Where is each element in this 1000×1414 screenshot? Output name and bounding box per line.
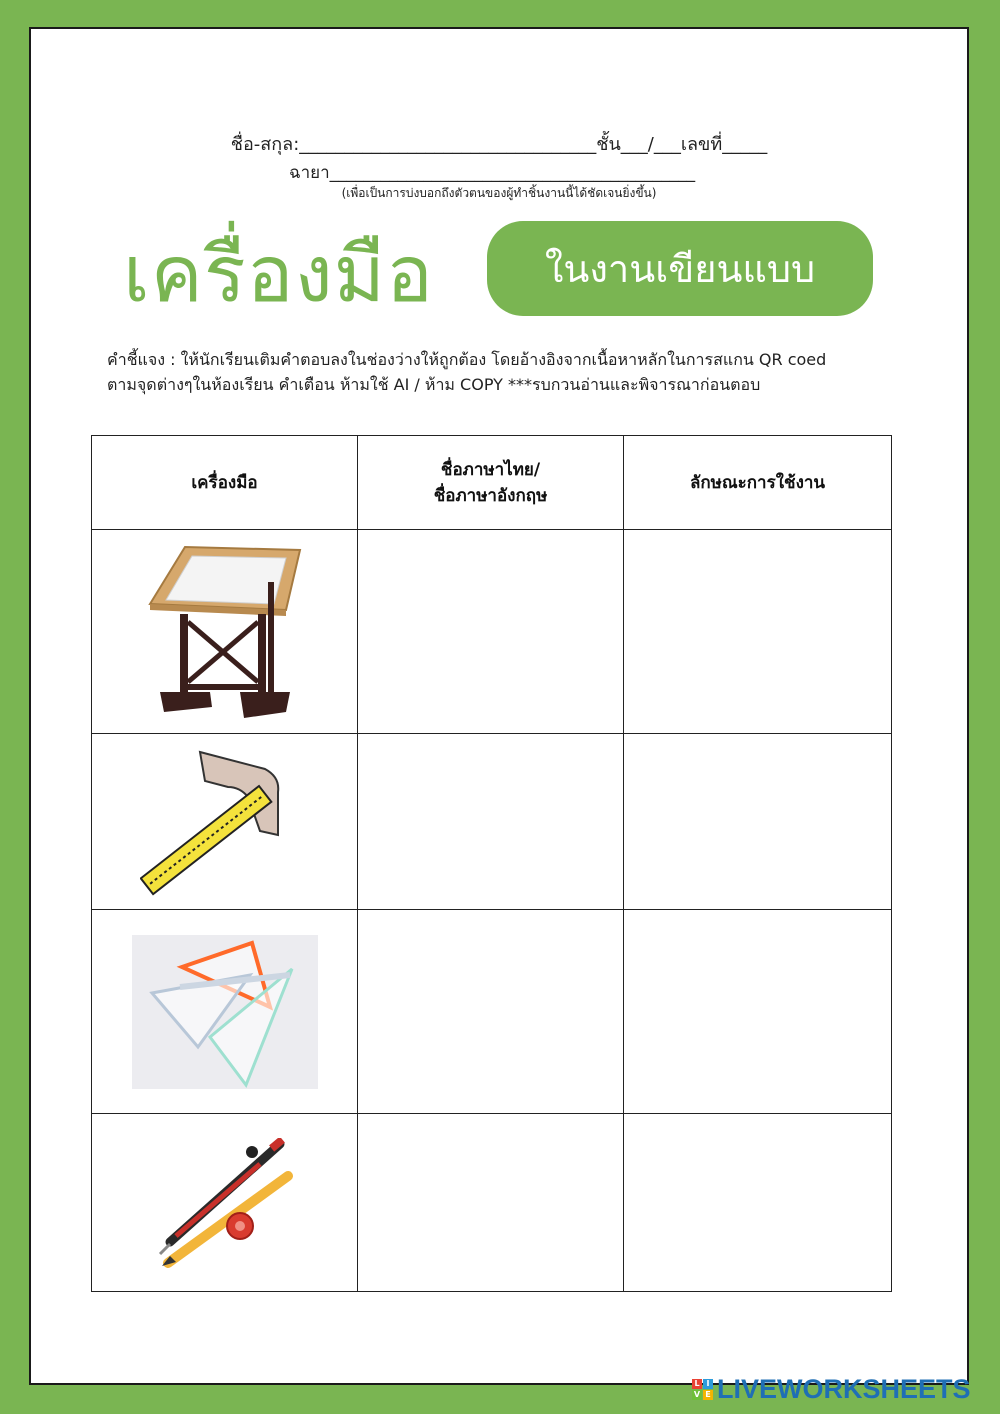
t-square-icon (140, 747, 310, 897)
header-name-english: ชื่อภาษาอังกฤษ (433, 485, 548, 506)
usage-answer-cell[interactable] (624, 910, 892, 1114)
compass-icon (140, 1138, 310, 1268)
answer-table (91, 435, 892, 1292)
header-name (358, 436, 624, 530)
tool-image-cell (92, 530, 358, 734)
usage-answer-cell[interactable] (624, 734, 892, 910)
drafting-table-icon (140, 542, 310, 722)
name-answer-cell[interactable] (358, 1114, 624, 1292)
name-answer-cell[interactable] (358, 734, 624, 910)
instructions (107, 347, 907, 397)
tool-image-cell (92, 910, 358, 1114)
worksheet-page (29, 27, 969, 1385)
tool-image-cell (92, 734, 358, 910)
title-subtitle-pill: ในงานเขียนแบบ (487, 221, 873, 316)
nickname-line[interactable]: ฉายา___________________________________________ (289, 163, 696, 183)
instructions-line-2: ตามจุดต่างๆในห้องเรียน คำเตือน ห้ามใช้ AI / ห้าม COPY ***รบกวนอ่านและพิจารณาก่อนตอบ (107, 375, 761, 394)
header-tool: เครื่องมือ (92, 436, 358, 530)
usage-answer-cell[interactable] (624, 530, 892, 734)
student-name-line[interactable]: ชื่อ-สกุล:_________________________________ชั้น___/___เลขที่_____ (230, 134, 768, 155)
logo-letter: V (693, 1389, 701, 1399)
page-title: เครื่องมือ (123, 230, 434, 320)
watermark-text: LIVEWORKSHEETS (717, 1373, 971, 1404)
logo-letter: I (703, 1379, 713, 1389)
header-usage: ลักษณะการใช้งาน (624, 436, 892, 530)
name-answer-cell[interactable] (358, 910, 624, 1114)
table-row (92, 530, 892, 734)
logo-letter: L (692, 1379, 702, 1389)
identity-note: (เพื่อเป็นการบ่งบอกถึงตัวตนของผู้ทำชิ้นงานนี้ได้ชัดเจนยิ่งขึ้น) (341, 186, 657, 200)
set-squares-icon (132, 935, 318, 1089)
header-name-thai: ชื่อภาษาไทย/ (440, 459, 541, 480)
instructions-line-1: คำชี้แจง : ให้นักเรียนเติมคำตอบลงในช่องว่างให้ถูกต้อง โดยอ้างอิงจากเนื้อหาหลักในการสแกน QR coed (107, 350, 827, 369)
table-header-row (92, 436, 892, 530)
name-answer-cell[interactable] (358, 530, 624, 734)
tool-image-cell (92, 1114, 358, 1292)
usage-answer-cell[interactable] (624, 1114, 892, 1292)
table-row (92, 910, 892, 1114)
logo-letter: E (703, 1390, 713, 1400)
table-row (92, 734, 892, 910)
liveworksheets-watermark (692, 1374, 971, 1404)
table-row (92, 1114, 892, 1292)
liveworksheets-logo-icon (692, 1379, 713, 1400)
